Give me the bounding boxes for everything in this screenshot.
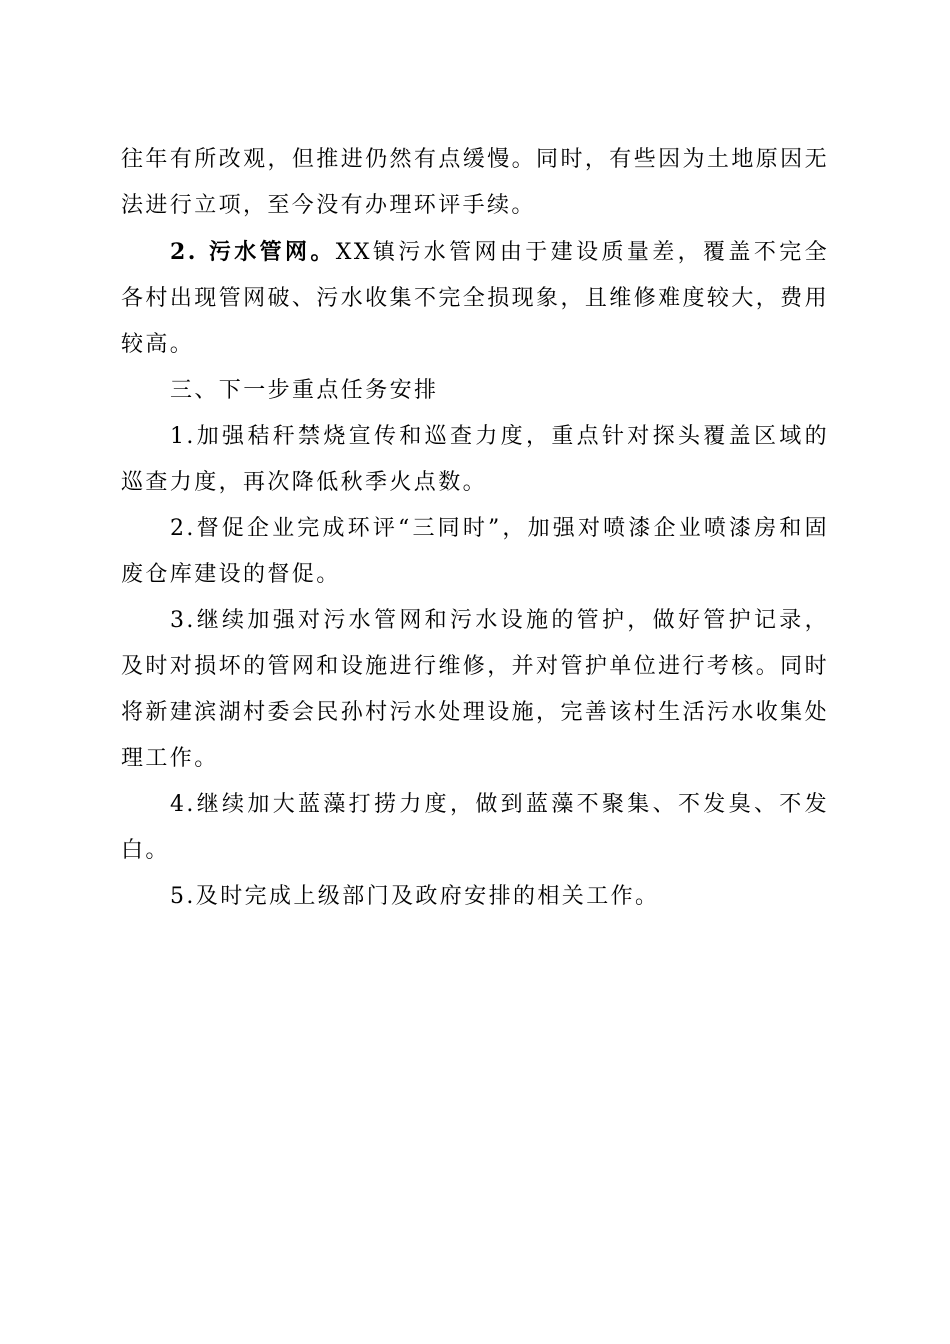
paragraph-continued: 往年有所改观，但推进仍然有点缓慢。同时，有些因为土地原因无法进行立项，至今没有办理环评手续。 [121,147,829,218]
list-item-1: 1.加强秸秆禁烧宣传和巡查力度，重点针对探头覆盖区域的巡查力度，再次降低秋季火点数。 [121,424,829,495]
list-item-2: 2.督促企业完成环评“三同时”，加强对喷漆企业喷漆房和固废仓库建设的督促。 [121,516,829,587]
paragraph-lead-sewage-network: 2. 污水管网。 [170,239,336,265]
section-heading-next-steps: 三、下一步重点任务安排 [170,378,439,403]
list-item-5: 5.及时完成上级部门及政府安排的相关工作。 [170,884,660,909]
paragraph-body-sewage-network: XX镇污水管网由于建设质量差，覆盖不完全各村出现管网破、污水收集不完全损现象，且维修难度较大，费用较高。 [121,240,830,357]
document-body [121,137,829,920]
list-item-3: 3.继续加强对污水管网和污水设施的管护，做好管护记录，及时对损坏的管网和设施进行维修，并对管护单位进行考核。同时将新建滨湖村委会民孙村污水处理设施，完善该村生活污水收集处理工作。 [121,608,829,771]
list-item-4: 4.继续加大蓝藻打捞力度，做到蓝藻不聚集、不发臭、不发白。 [121,792,829,863]
paragraph-sewage-network [121,229,829,368]
